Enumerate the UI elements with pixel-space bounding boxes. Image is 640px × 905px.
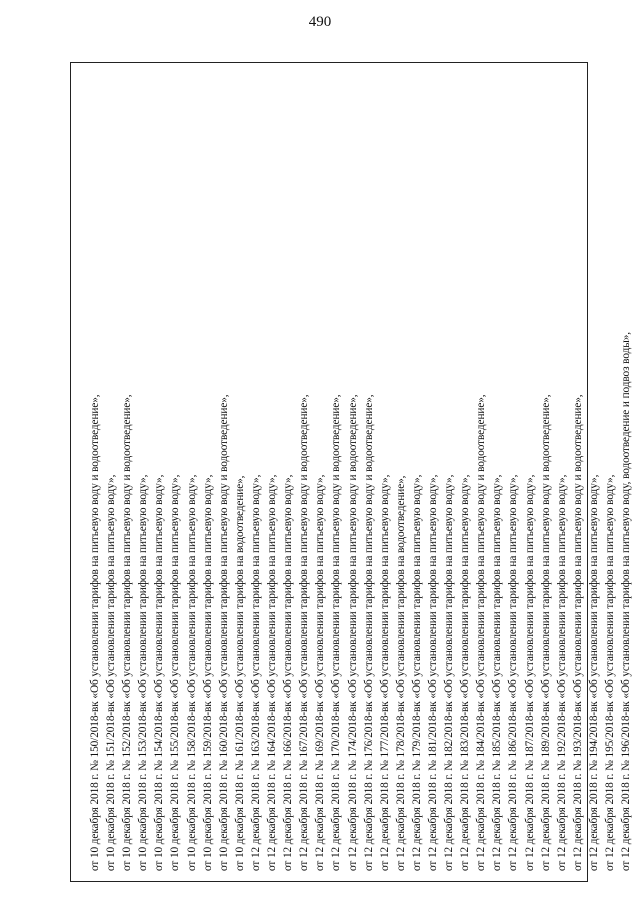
list-item: от 12 декабря 2018 г. № 163/2018-вк «Об установлении тарифов на питьевую воду»,	[249, 474, 262, 871]
list-item: от 12 декабря 2018 г. № 195/2018-вк «Об установлении тарифов на питьевую воду»,	[604, 474, 616, 871]
list-item: от 10 декабря 2018 г. № 151/2018-вк «Об установлении тарифов на питьевую воду»,	[105, 474, 118, 871]
list-item: от 12 декабря 2018 г. № 182/2018-вк «Об установлении тарифов на питьевую воду»,	[443, 474, 456, 871]
list-item: от 12 декабря 2018 г. № 192/2018-вк «Об установлении тарифов на питьевую воду»,	[555, 474, 568, 871]
list-item: от 10 декабря 2018 г. № 153/2018-вк «Об установлении тарифов на питьевую воду»,	[137, 474, 150, 871]
list-item: от 12 декабря 2018 г. № 174/2018-вк «Об установлении тарифов на питьевую воду и водоотведение»,	[346, 394, 359, 871]
list-item: от 12 декабря 2018 г. № 194/2018-вк «Об установлении тарифов на питьевую воду»,	[587, 474, 600, 871]
list-item: от 12 декабря 2018 г. № 187/2018-вк «Об установлении тарифов на питьевую воду»,	[523, 474, 536, 871]
list-item: от 12 декабря 2018 г. № 169/2018-вк «Об установлении тарифов на питьевую воду»,	[314, 474, 327, 871]
list-item: от 12 декабря 2018 г. № 181/2018-вк «Об установлении тарифов на питьевую воду»,	[426, 474, 439, 871]
list-item: от 12 декабря 2018 г. № 167/2018-вк «Об установлении тарифов на питьевую воду и водоотведение»,	[298, 394, 311, 871]
list-item: от 12 декабря 2018 г. № 177/2018-вк «Об установлении тарифов на питьевую воду»,	[378, 474, 391, 871]
list-item: от 12 декабря 2018 г. № 183/2018-вк «Об установлении тарифов на питьевую воду»,	[459, 474, 472, 871]
list-item: от 12 декабря 2018 г. № 166/2018-вк «Об установлении тарифов на питьевую воду»,	[282, 474, 295, 871]
list-item: от 12 декабря 2018 г. № 179/2018-вк «Об установлении тарифов на питьевую воду»,	[410, 474, 423, 871]
list-item: от 10 декабря 2018 г. № 152/2018-вк «Об установлении тарифов на питьевую воду и водоотведение»,	[121, 394, 134, 871]
list-item: от 10 декабря 2018 г. № 155/2018-вк «Об установлении тарифов на питьевую воду»,	[169, 474, 182, 871]
list-item: от 12 декабря 2018 г. № 178/2018-вк «Об установлении тарифов на водоотведение»,	[394, 475, 407, 871]
list-item: от 10 декабря 2018 г. № 158/2018-вк «Об установлении тарифов на питьевую воду»,	[185, 474, 198, 871]
page-number: 490	[308, 14, 332, 30]
list-item: от 10 декабря 2018 г. № 160/2018-вк «Об установлении тарифов на питьевую воду и водоотведение»,	[217, 394, 230, 871]
list-item: от 12 декабря 2018 г. № 176/2018-вк «Об установлении тарифов на питьевую воду и водоотведение»,	[362, 394, 375, 871]
list-item: от 10 декабря 2018 г. № 159/2018-вк «Об установлении тарифов на питьевую воду»,	[201, 474, 214, 871]
list-item: от 12 декабря 2018 г. № 170/2018-вк «Об установлении тарифов на питьевую воду и водоотведение»,	[330, 394, 343, 871]
list-item: от 12 декабря 2018 г. № 196/2018-вк «Об установлении тарифов на питьевую воду, водоотведение и подвоз воды»,	[620, 332, 633, 871]
list-item: от 10 декабря 2018 г. № 150/2018-вк «Об установлении тарифов на питьевую воду и водоотведение»,	[89, 394, 101, 871]
content-frame	[70, 62, 633, 882]
list-item: от 12 декабря 2018 г. № 164/2018-вк «Об установлении тарифов на питьевую воду»,	[266, 474, 279, 871]
list-item: от 12 декабря 2018 г. № 193/2018-вк «Об установлении тарифов на питьевую воду и водоотведение»,	[571, 394, 584, 871]
list-item: от 10 декабря 2018 г. № 161/2018-вк «Об установлении тарифов на водоотведение»,	[233, 475, 246, 871]
list-item: от 12 декабря 2018 г. № 185/2018-вк «Об установлении тарифов на питьевую воду»,	[491, 474, 504, 871]
list-item: от 12 декабря 2018 г. № 189/2018-вк «Об установлении тарифов на питьевую воду и водоотведение»,	[539, 394, 552, 871]
list-item: от 10 декабря 2018 г. № 154/2018-вк «Об установлении тарифов на питьевую воду»,	[153, 474, 166, 871]
list-item: от 12 декабря 2018 г. № 184/2018-вк «Об установлении тарифов на питьевую воду и водоотведение»,	[475, 394, 488, 871]
list-item: от 12 декабря 2018 г. № 186/2018-вк «Об установлении тарифов на питьевую воду»,	[507, 474, 520, 871]
resolution-list	[87, 71, 634, 871]
